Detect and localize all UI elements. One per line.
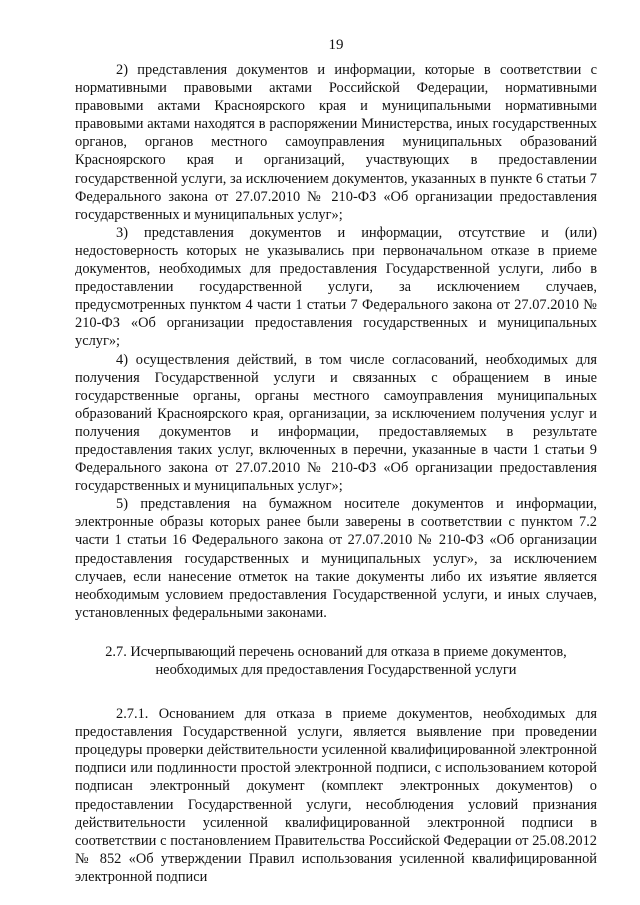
section-heading-line-2: необходимых для предоставления Государственной услуги xyxy=(155,662,517,678)
document-page xyxy=(75,0,597,905)
section-heading-line-1: 2.7. Исчерпывающий перечень оснований для отказа в приеме документов, xyxy=(105,643,567,660)
page-number: 19 xyxy=(328,37,344,53)
section-heading-2-7 xyxy=(75,643,597,679)
paragraph-item-5: 5) представления на бумажном носителе документов и информации, электронные образы которых ранее были заверены в соответствии с пунктом 7.2 части 1 статьи 16 Федерального закона от 27.07.2010 № 210-ФЗ «Об организации предоставления государственных и муниципальных услуг», за исключением случаев, если нанесение отметок на такие документы либо их изъятие является необходимым условием предоставления Государственной услуги, и иных случаев, установленных федеральными законами. xyxy=(75,496,597,621)
paragraph-2-7-1: 2.7.1. Основанием для отказа в приеме документов, необходимых для предоставления Государственной услуги, является выявление при проведении процедуры проверки действительности усиленной квалифицированной электронной подписи или подлинности простой электронной подписи, с использованием которой подписан электронный документ (комплект электронных документов) о предоставлении Государственной услуги, несоблюдения условий признания действительности усиленной квалифицированной электронной подписи в соответствии с постановлением Правительства Российской Федерации от 25.08.2012 № 852 «Об утверждении Правил использования усиленной квалифицированной электронной подписи xyxy=(75,706,597,885)
document-body xyxy=(75,61,597,886)
paragraph-item-4: 4) осуществления действий, в том числе согласований, необходимых для получения Государственной услуги и связанных с обращением в иные государственные органы, органы местного самоуправления муниципальных образований Красноярского края, организации, за исключением получения услуг и получения документов и информации, предоставляемых в результате предоставления таких услуг, включенных в перечни, указанные в части 1 статьи 9 Федерального закона от 27.07.2010 № 210-ФЗ «Об организации предоставления государственных и муниципальных услуг»; xyxy=(75,351,597,495)
paragraph-item-3: 3) представления документов и информации, отсутствие и (или) недостоверность которых не указывались при первоначальном отказе в приеме документов, необходимых для предоставления Государственной услуги, либо в предоставлении государственной услуги, за исключением случаев, предусмотренных пунктом 4 части 1 статьи 7 Федерального закона от 27.07.2010 № 210-ФЗ «Об организации предоставления государственных и муниципальных услуг»; xyxy=(75,224,597,350)
paragraph-item-2: 2) представления документов и информации, которые в соответствии с нормативными правовыми актами Российской Федерации, нормативными правовыми актами Красноярского края и муниципальными нормативными правовыми актами находятся в распоряжении Министерства, иных государственных органов, органов местного самоуправления муниципальных образований Красноярского края и организаций, участвующих в предоставлении государственной услуги, за исключением документов, указанных в пункте 6 статьи 7 Федерального закона от 27.07.2010 № 210-ФЗ «Об организации предоставления государственных и муниципальных услуг»; xyxy=(75,62,597,223)
